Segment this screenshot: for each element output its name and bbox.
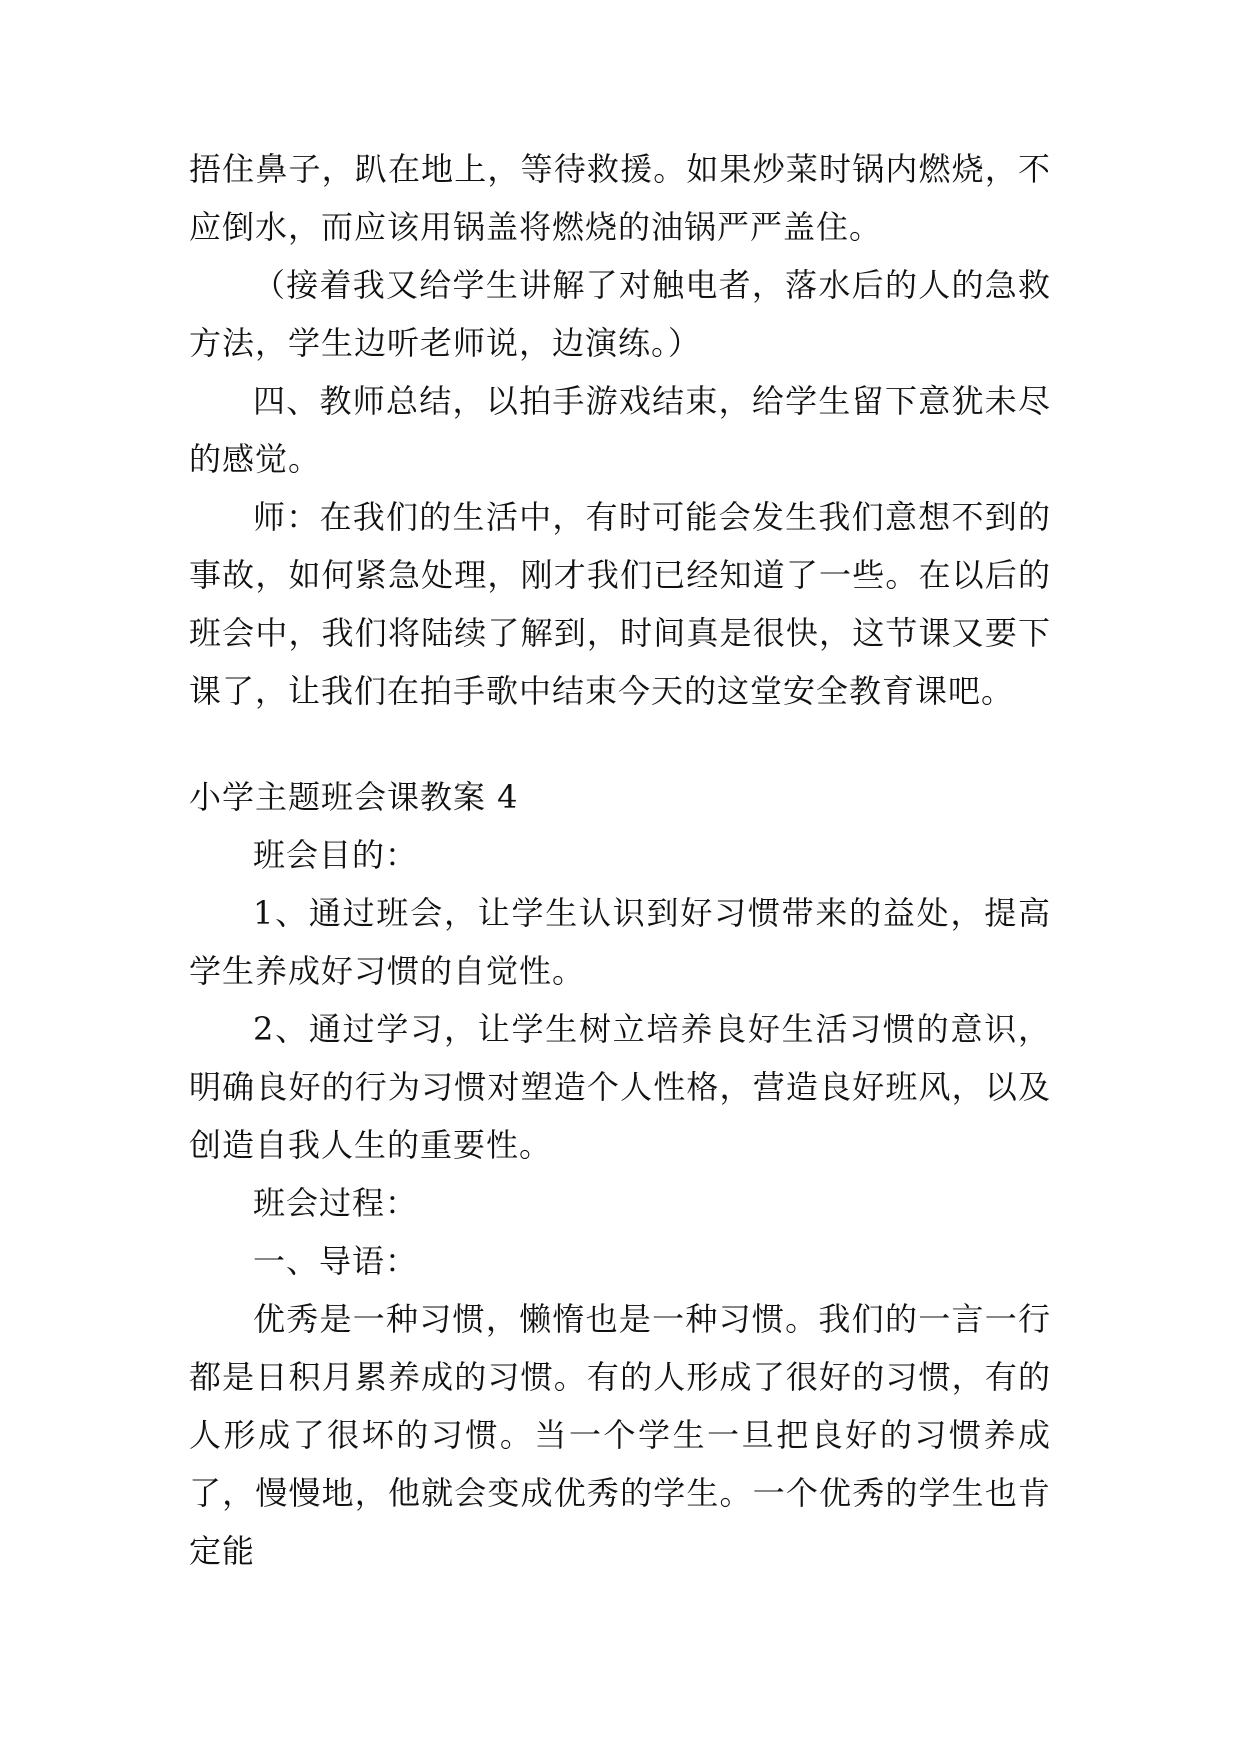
paragraph-first-aid-demo: （接着我又给学生讲解了对触电者，落水后的人的急救方法，学生边听老师说，边演练。） bbox=[189, 266, 1051, 362]
paragraph-teacher-closing: 师：在我们的生活中，有时可能会发生我们意想不到的事故，如何紧急处理，刚才我们已经知道了一些。在以后的班会中，我们将陆续了解到，时间真是很快，这节课又要下课了，让我们在拍手歌中结束今天的这堂安全教育课吧。 bbox=[189, 498, 1051, 710]
paragraph-goal-1: 1、通过班会，让学生认识到好习惯带来的益处，提高学生养成好习惯的自觉性。 bbox=[189, 894, 1051, 990]
paragraph-goal-2: 2、通过学习，让学生树立培养良好生活习惯的意识，明确良好的行为习惯对塑造个人性格，营造良好班风，以及创造自我人生的重要性。 bbox=[189, 1010, 1051, 1164]
paragraph-process-title: 班会过程： bbox=[253, 1184, 419, 1222]
paragraph-intro-title: 一、导语： bbox=[253, 1242, 419, 1280]
paragraph-teacher-summary: 四、教师总结，以拍手游戏结束，给学生留下意犹未尽的感觉。 bbox=[189, 382, 1051, 478]
paragraph-goal-title: 班会目的： bbox=[253, 836, 419, 874]
paragraph-intro-body: 优秀是一种习惯，懒惰也是一种习惯。我们的一言一行都是日积月累养成的习惯。有的人形成了很好的习惯，有的人形成了很坏的习惯。当一个学生一旦把良好的习惯养成了，慢慢地，他就会变成优秀的学生。一个优秀的学生也肯定能 bbox=[189, 1300, 1051, 1570]
section-heading: 小学主题班会课教案 4 bbox=[189, 778, 519, 816]
document-page bbox=[189, 140, 1051, 1580]
paragraph-fire-escape: 捂住鼻子，趴在地上，等待救援。如果炒菜时锅内燃烧，不应倒水，而应该用锅盖将燃烧的油锅严严盖住。 bbox=[189, 150, 1051, 246]
